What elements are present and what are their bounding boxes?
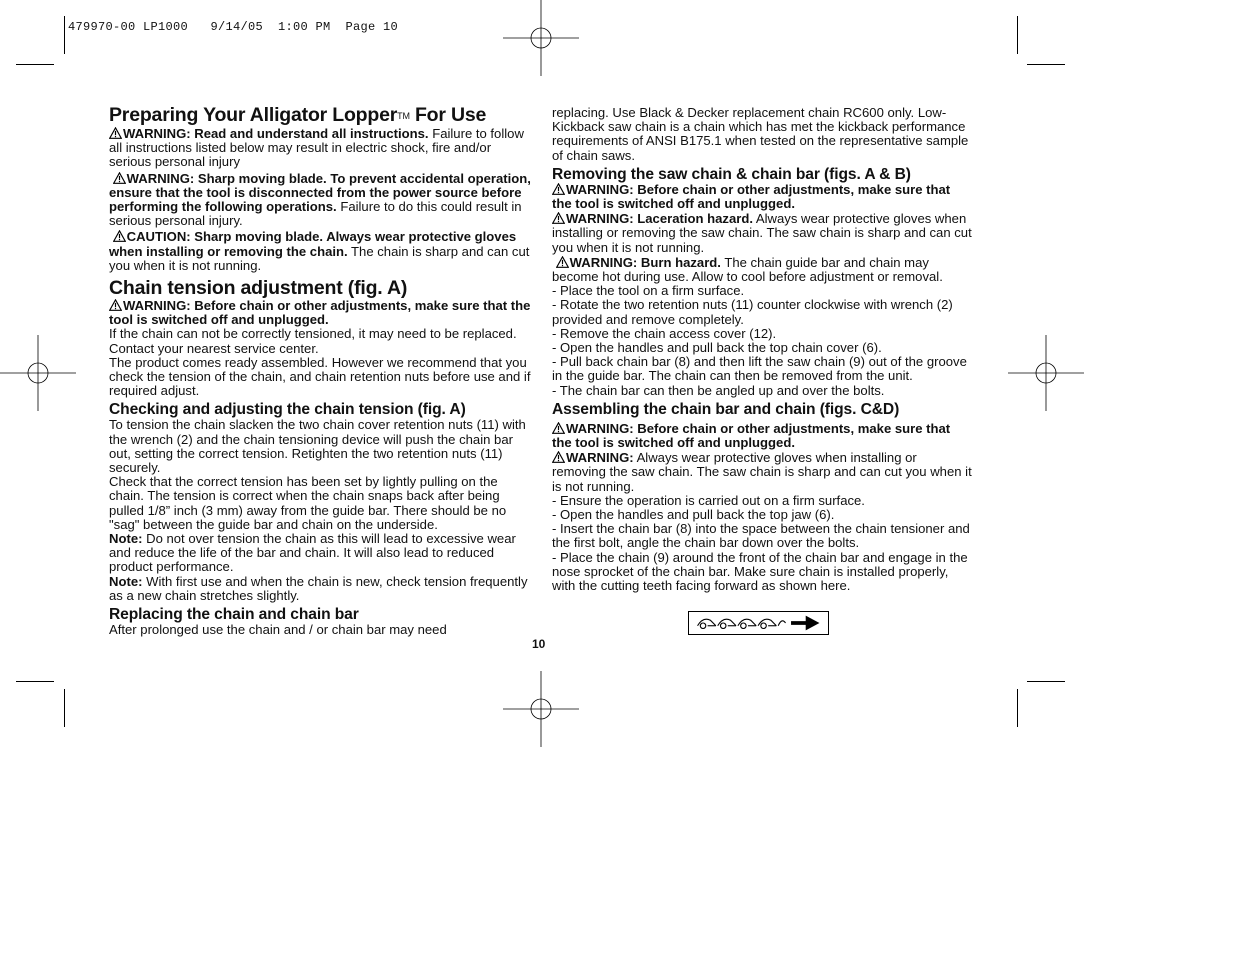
step: - Place the tool on a firm surface. xyxy=(552,283,745,299)
paragraph: Check that the correct tension has been set by lightly pulling on the chain. The tension is correct when the chain snaps back after being pulled 1/8” inch (3 mm) away from the guide bar. There should be no "sag" between the guide bar and chain on the underside. xyxy=(109,474,507,532)
warning-triangle-icon xyxy=(552,422,565,434)
page-number: 10 xyxy=(532,637,546,651)
warning-triangle-icon xyxy=(113,172,126,184)
warning-triangle-icon xyxy=(552,212,565,224)
step: - Ensure the operation is carried out on a firm surface. xyxy=(552,492,865,508)
right-column xyxy=(552,106,972,593)
step: - Open the handles and pull back the top chain cover (6). xyxy=(552,340,882,356)
paragraph: The product comes ready assembled. However we recommend that you check the tension of the chain, and chain retention nuts before use and if required adjust. xyxy=(109,354,531,399)
crop-mark xyxy=(16,64,54,65)
subsection-title-removing: Removing the saw chain & chain bar (figs. A & B) xyxy=(552,165,911,183)
subsection-title-assembling: Assembling the chain bar and chain (figs. C&D) xyxy=(552,400,900,418)
subsection-title-checking: Checking and adjusting the chain tension (fig. A) xyxy=(109,401,466,419)
step: - Remove the chain access cover (12). xyxy=(552,325,777,341)
paragraph: If the chain can not be correctly tensioned, it may need to be replaced. Contact your nearest service center. xyxy=(109,326,517,356)
step: - Place the chain (9) around the front of the chain bar and engage in the nose sprocket of the chain bar. Make sure chain is installed properly, with the cutting teeth facing forward as shown here. xyxy=(552,549,968,594)
step: - The chain bar can then be angled up and over the bolts. xyxy=(552,382,885,398)
registration-mark-icon xyxy=(503,0,579,76)
step: - Open the handles and pull back the top jaw (6). xyxy=(552,507,835,523)
warning-gloves: WARNING: Always wear protective gloves when installing or removing the saw chain. The saw chain is sharp and can cut you when it is not running. xyxy=(552,450,972,494)
warning-sharp-blade: WARNING: Sharp moving blade. To prevent accidental operation, ensure that the tool is disconnected from the power source before performing the following operations. Failure to do this could result in serious personal injury. xyxy=(109,170,531,229)
caution-sharp-blade: CAUTION: Sharp moving blade. Always wear protective gloves when installing or removing the chain. The chain is sharp and can cut you when it is not running. xyxy=(109,229,530,273)
step: - Insert the chain bar (8) into the space between the chain tensioner and the first bolt, angle the chain bar down over the bolts. xyxy=(552,521,970,551)
note: Note: With first use and when the chain is new, check tension frequently as a new chain stretches slightly. xyxy=(109,573,528,603)
crop-mark xyxy=(1017,16,1018,54)
step: - Rotate the two retention nuts (11) counter clockwise with wrench (2) provided and remove completely. xyxy=(552,297,953,327)
warning-read-instructions: WARNING: Read and understand all instructions. Failure to follow all instructions listed below may result in electric shock, fire and/or serious personal injury xyxy=(109,126,524,170)
section-title-tension: Chain tension adjustment (fig. A) xyxy=(109,277,408,300)
warning-before-adjust: WARNING: Before chain or other adjustments, make sure that the tool is switched off and unplugged. xyxy=(552,420,951,451)
crop-mark xyxy=(1017,689,1018,727)
warning-triangle-icon xyxy=(552,183,565,195)
crop-mark xyxy=(1027,681,1065,682)
note: Note: Do not over tension the chain as this will lead to excessive wear and reduce the life of the bar and chain. It will also lead to reduced product performance. xyxy=(109,531,516,575)
chain-direction-icon xyxy=(688,611,829,635)
warning-triangle-icon xyxy=(556,256,569,268)
subsection-title-replacing: Replacing the chain and chain bar xyxy=(109,606,359,624)
paragraph: After prolonged use the chain and / or chain bar may need xyxy=(109,622,447,638)
warning-before-adjust: WARNING: Before chain or other adjustments, make sure that the tool is switched off and unplugged. xyxy=(109,298,531,328)
warning-laceration: WARNING: Laceration hazard. Always wear protective gloves when installing or removing the saw chain. The saw chain is sharp and can cut you when it is not running. xyxy=(552,211,972,255)
warning-triangle-icon xyxy=(109,127,122,139)
warning-triangle-icon xyxy=(113,230,126,242)
paragraph: replacing. Use Black & Decker replacement chain RC600 only. Low-Kickback saw chain is a chain which has met the kickback performance requirements of ANSI B175.1 when tested on the representative sample of chain saws. xyxy=(552,105,969,163)
warning-before-adjust: WARNING: Before chain or other adjustments, make sure that the tool is switched off and unplugged. xyxy=(552,181,951,212)
registration-mark-icon xyxy=(0,335,76,411)
crop-mark xyxy=(64,16,65,54)
warning-burn: WARNING: Burn hazard. The chain guide bar and chain may become hot during use. Allow to cool before adjustment or removal. xyxy=(552,254,943,285)
registration-mark-icon xyxy=(1008,335,1084,411)
warning-triangle-icon xyxy=(552,451,565,463)
crop-mark xyxy=(1027,64,1065,65)
left-column xyxy=(109,104,533,637)
crop-mark xyxy=(16,681,54,682)
print-slug: 479970-00 LP1000 9/14/05 1:00 PM Page 10 xyxy=(68,20,399,34)
crop-mark xyxy=(64,689,65,727)
section-title-preparing: Preparing Your Alligator LopperTM For Use xyxy=(109,104,487,126)
step: - Pull back chain bar (8) and then lift the saw chain (9) out of the groove in the guide bar. The chain can then be removed from the unit. xyxy=(552,354,967,384)
registration-mark-icon xyxy=(503,671,579,747)
paragraph: To tension the chain slacken the two chain cover retention nuts (11) with the wrench (2) and the chain tensioning device will push the chain bar out, setting the correct tension. Retighten the two retention nuts (11) securely. xyxy=(109,417,526,476)
warning-triangle-icon xyxy=(109,299,122,311)
